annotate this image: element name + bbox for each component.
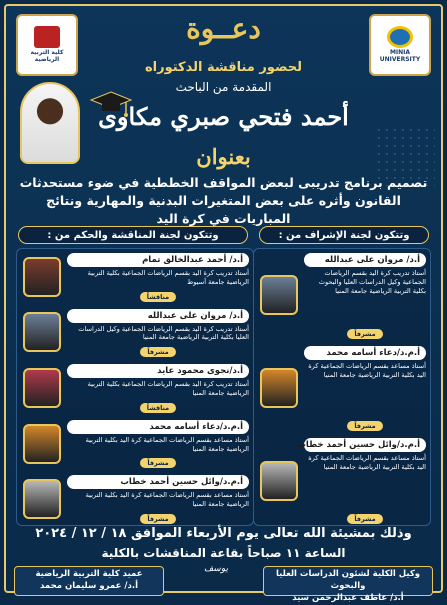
presenter-name: أحمد فتحي صبري مكاوى — [98, 102, 349, 131]
member-photo — [23, 257, 61, 297]
member-name: أ.م.د/وائل حسين أحمد خطاب — [304, 438, 426, 452]
member-photo — [260, 275, 298, 315]
member-name: أ.د/ مروان على عبدالله — [304, 253, 426, 267]
discussion-time: الساعة ١١ صباحاً بقاعة المناقشات بالكلية — [101, 546, 346, 560]
member-description: أستاذ تدريب كرة اليد بقسم الرياضات الجماعية بكلية التربية الرياضية جامعة المنيا — [87, 380, 249, 398]
vice-dean-name: أ.د/ عاطف عبدالرحمن سيد — [292, 592, 404, 603]
member-role-badge: مشرفاً — [347, 421, 383, 431]
member-name: أ.د/ أحمد عبدالخالق تمام — [67, 253, 249, 267]
member-photo — [23, 479, 61, 519]
member-description: أستاذ تدريب كرة اليد بقسم الرياضات الجماعية وكيل الدراسات العليا والبحوث بكلية التربية الرياضية جامعة المنيا — [318, 269, 426, 295]
faculty-logo-text: كلية التربية الرياضية — [30, 49, 64, 63]
member-card — [17, 471, 255, 527]
member-name: أ.د/ مروان على عبدالله — [67, 309, 249, 323]
invitation-poster — [4, 4, 443, 603]
supervision-heading: وتتكون لجنة الإشراف من : — [259, 226, 429, 244]
member-name: أ.م.د/وائل حسين أحمد خطاب — [67, 475, 249, 489]
member-role-badge: مشرفاً — [140, 458, 176, 468]
committee-panel — [16, 248, 254, 526]
member-photo — [260, 461, 298, 501]
member-card — [17, 416, 255, 472]
member-card — [17, 249, 255, 305]
member-description: أستاذ تدريب كرة اليد بقسم الرياضات الجماعية بكلية التربية الرياضية جامعة أسيوط — [87, 269, 249, 286]
member-photo — [23, 312, 61, 352]
presenter-label: المقدمة من الباحث — [175, 80, 272, 94]
member-card — [254, 249, 432, 342]
committee-heading: وتتكون لجنة المناقشة والحكم من : — [18, 226, 248, 244]
member-card — [254, 342, 432, 435]
university-logo-text: MINIA UNIVERSITY — [379, 49, 421, 63]
dean-title: عميد كلية التربية الرياضية — [35, 569, 143, 579]
member-role-badge: مناقشاً — [140, 403, 176, 413]
supervision-panel — [253, 248, 431, 526]
vice-dean-title: وكيل الكلية لشئون الدراسات العليا والبحوث — [275, 569, 421, 591]
member-name: أ.م.د/دعاء أسامه محمد — [67, 420, 249, 434]
member-description: أستاذ مساعد بقسم الرياضات الجماعية كرة اليد بكلية التربية الرياضية جامعة المنيا — [85, 491, 249, 509]
member-card — [254, 434, 432, 527]
member-role-badge: مشرفاً — [347, 514, 383, 524]
member-name: أ.د/نجوى محمود عايد — [67, 364, 249, 378]
member-photo — [23, 368, 61, 408]
vice-dean-signature-box — [263, 566, 433, 603]
member-description: أستاذ مساعد بقسم الرياضات الجماعية كرة اليد بكلية التربية الرياضية جامعة المنيا — [85, 435, 249, 453]
dean-name: أ.د/ عمرو سليمان محمد — [39, 580, 138, 591]
member-role-badge: مشرفاً — [140, 347, 176, 357]
subtitle: لحضور مناقشة الدكتوراه — [144, 60, 303, 75]
member-role-badge: مشرفاً — [140, 514, 176, 524]
member-name: أ.م.د/دعاء أسامه محمد — [304, 346, 426, 360]
member-card — [17, 305, 255, 361]
discussion-date: وذلك بمشيئة الله تعالى يوم الأربعاء الموافق ١٨ / ١٢ / ٢٠٢٤ — [35, 526, 412, 541]
member-description: أستاذ مساعد بقسم الرياضات الجماعية كرة اليد بكلية التربية الرياضية جامعة المنيا — [308, 361, 426, 379]
member-photo — [23, 424, 61, 464]
member-role-badge: مناقشاً — [140, 292, 176, 302]
invite-title: دعــوة — [186, 12, 261, 45]
member-description: أستاذ تدريب كرة اليد بقسم الرياضات الجماعية وكيل الدراسات العليا بكلية التربية الرياضية جامعة المنيا — [78, 324, 249, 342]
member-photo — [260, 368, 298, 408]
member-card — [17, 360, 255, 416]
title-label: بعنوان — [196, 144, 251, 169]
member-description: أستاذ مساعد بقسم الرياضات الجماعية كرة اليد بكلية التربية الرياضية جامعة المنيا — [308, 454, 426, 472]
handwritten-signature: يوسف — [203, 564, 228, 574]
dean-signature-box — [14, 566, 164, 596]
thesis-title: تصميم برنامج تدريبى لبعض المواقف الخططية في ضوء مستحدثات القانون وأثره على بعض المتغيرات البدنية والمهارية ونتائج المباريات في كرة اليد — [19, 175, 428, 227]
member-role-badge: مشرفاً — [347, 329, 383, 339]
